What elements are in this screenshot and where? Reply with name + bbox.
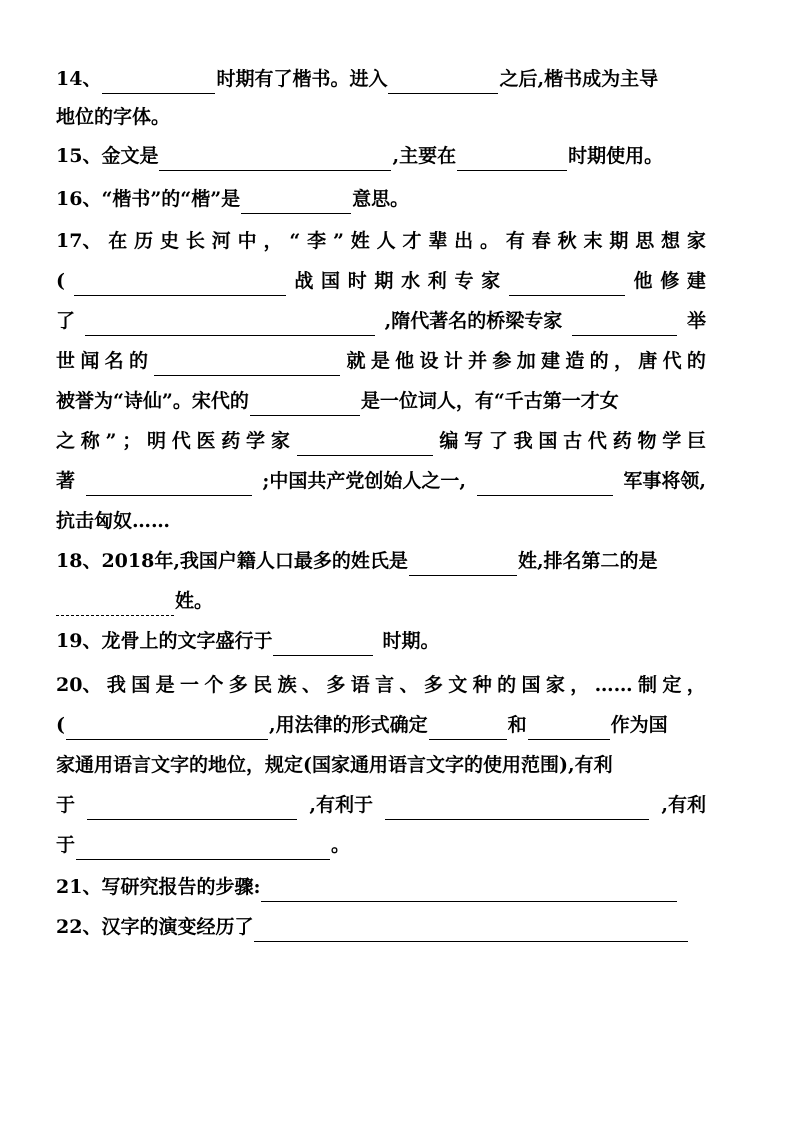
q20-l1-21: …… (594, 674, 633, 696)
q17-l4b-10: 的 (589, 350, 609, 372)
q15-blank2[interactable] (457, 148, 567, 171)
q17-l4b-6: 参 (492, 350, 512, 372)
q17-l4b-11: ， (613, 350, 633, 372)
q17-l1-18: 春 (531, 230, 551, 252)
q17-l6a-9: 家 (270, 430, 290, 452)
q17-l4a-1: 闻 (80, 350, 100, 372)
q17-l4b-3: 设 (419, 350, 439, 372)
q20-l1-5: 个 (204, 674, 224, 696)
q14-text-a: 时期有了楷书。进入 (216, 68, 388, 90)
q14-blank1[interactable] (102, 71, 215, 94)
q17-l8: 抗击匈奴…… (56, 510, 171, 532)
q17-l6a-4: 明 (146, 430, 166, 452)
q16-text-a: 16、“楷书”的“楷”是 (56, 188, 241, 210)
q14-line1 (56, 64, 706, 94)
q15-text-a: ,主要在 (392, 145, 457, 167)
q17-l2b-0: 他 (633, 270, 653, 292)
q14-text-c: 地位的字体。 (56, 106, 171, 128)
q17-l2b-1: 修 (660, 270, 680, 292)
q20-l1-10: 多 (326, 674, 346, 696)
q17-blank8[interactable] (86, 473, 252, 496)
q17-l1-10: ” (332, 230, 344, 252)
q14-number: 14、 (56, 68, 102, 90)
q17-l1-16: 。 (480, 230, 500, 252)
q20-line4 (56, 790, 706, 820)
q17-l2a-7: 家 (481, 270, 501, 292)
q17-l7-a: 著 (56, 470, 76, 492)
q21-blank[interactable] (261, 879, 677, 902)
q17-l2a-4: 水 (401, 270, 421, 292)
q20-line1 (56, 670, 706, 700)
q17-blank3[interactable] (85, 313, 375, 336)
q17-l6b-4: 国 (538, 430, 558, 452)
q22-blank[interactable] (254, 919, 688, 942)
q17-l3-c: 举 (686, 310, 706, 332)
q17-l6a-2: ” (105, 430, 117, 452)
q17-l4b-8: 建 (541, 350, 561, 372)
q20-blank3[interactable] (528, 717, 610, 740)
q17-l4b-1: 是 (370, 350, 390, 372)
q17-l1-14: 辈 (428, 230, 448, 252)
q18-text-a: 18、2018年,我国户籍人口最多的姓氏是 (56, 550, 408, 572)
q15-text-b: 时期使用。 (568, 145, 664, 167)
q17-line3 (56, 306, 706, 336)
q17-l6b-7: 药 (612, 430, 632, 452)
q20-blank4[interactable] (87, 797, 297, 820)
q17-l1-22: 思 (635, 230, 655, 252)
q17-l1-21: 期 (609, 230, 629, 252)
q14-line2 (56, 102, 706, 132)
q17-l1-1: 在 (108, 230, 128, 252)
q16-line (56, 184, 706, 214)
q20-l4-a: 于 (56, 794, 76, 816)
q17-blank1[interactable] (74, 273, 286, 296)
q20-blank5[interactable] (385, 797, 649, 820)
q20-l1-2: 国 (131, 674, 151, 696)
q18-text-c: 姓。 (175, 590, 214, 612)
q17-l1-4: 长 (185, 230, 205, 252)
q17-l3-b: ,隋代著名的桥梁专家 (384, 310, 563, 332)
q17-l1-12: 人 (376, 230, 396, 252)
q18-blank2[interactable] (56, 593, 174, 616)
q17-line4 (56, 346, 706, 376)
q17-line8 (56, 506, 706, 536)
q17-line1 (56, 226, 706, 256)
q20-line2 (56, 710, 706, 740)
q17-l2a-5: 利 (427, 270, 447, 292)
q17-l2a-2: 时 (347, 270, 367, 292)
q20-l1-4: 一 (180, 674, 200, 696)
q17-l7-b: ;中国共产党创始人之一, (262, 470, 466, 492)
q17-l1-20: 末 (583, 230, 603, 252)
q17-line7 (56, 466, 706, 496)
q22-text: 22、汉字的演变经历了 (56, 916, 254, 938)
q20-l1-9: 、 (301, 674, 321, 696)
q17-l4b-13: 代 (662, 350, 682, 372)
q20-l4-c: ,有利 (661, 794, 706, 816)
q17-l4b-2: 他 (395, 350, 415, 372)
q20-l1-18: 国 (521, 674, 541, 696)
q17-l1-9: 李 (307, 230, 327, 252)
q21-line (56, 872, 706, 902)
q20-blank1[interactable] (66, 717, 268, 740)
q17-l4b-0: 就 (346, 350, 366, 372)
q17-l4a-0: 世 (56, 350, 76, 372)
q17-l2a-3: 期 (374, 270, 394, 292)
q17-l1-17: 有 (505, 230, 525, 252)
q19-blank[interactable] (273, 633, 373, 656)
q17-l4a-2: 名 (104, 350, 124, 372)
q20-l1-17: 的 (497, 674, 517, 696)
q14-text-b: 之后,楷书成为主导 (499, 68, 659, 90)
q20-line3 (56, 750, 706, 780)
q20-l1-22: 制 (638, 674, 658, 696)
q17-l6a-3: ； (122, 430, 142, 452)
q20-l1-3: 是 (155, 674, 175, 696)
q17-l1-15: 出 (454, 230, 474, 252)
q19-text-b: 时期。 (382, 630, 440, 652)
q15-line (56, 141, 706, 171)
q17-l4b-4: 计 (443, 350, 463, 372)
q17-l6b-9: 学 (662, 430, 682, 452)
q17-l6b-10: 巨 (686, 430, 706, 452)
q17-l1-0: 17、 (56, 230, 102, 252)
q20-blank6[interactable] (76, 837, 330, 860)
q18-blank1[interactable] (409, 553, 517, 576)
q20-l2-open: ( (56, 714, 65, 736)
q18-line1 (56, 546, 706, 576)
q17-l4b-14: 的 (686, 350, 706, 372)
q17-l4b-9: 造 (565, 350, 585, 372)
q17-l1-19: 秋 (557, 230, 577, 252)
q17-line5 (56, 386, 706, 416)
q17-l1-6: 中 (237, 230, 257, 252)
q20-l1-0: 20、 (56, 674, 102, 696)
q20-l1-19: 家 (545, 674, 565, 696)
q20-line5 (56, 830, 706, 860)
q17-l1-3: 史 (160, 230, 180, 252)
q19-text-a: 19、龙骨上的文字盛行于 (56, 630, 273, 652)
q17-blank7[interactable] (297, 433, 433, 456)
q22-line (56, 912, 706, 942)
q20-l2-b: 和 (507, 714, 527, 736)
q17-l6a-8: 学 (246, 430, 266, 452)
q18-text-b: 姓,排名第二的是 (517, 550, 658, 572)
q17-l6b-6: 代 (587, 430, 607, 452)
q17-blank9[interactable] (477, 473, 613, 496)
q21-text: 21、写研究报告的步骤: (56, 876, 261, 898)
q20-l3: 家通用语言文字的地位，规定(国家通用语言文字的使用范围),有利 (56, 754, 613, 776)
q20-l1-15: 文 (448, 674, 468, 696)
q20-l1-16: 种 (472, 674, 492, 696)
q17-l5-b: 是一位词人，有“千古第一才女 (360, 390, 619, 412)
q17-l6a-7: 药 (221, 430, 241, 452)
q17-l4a-3: 的 (128, 350, 148, 372)
q20-l1-20: ， (570, 674, 590, 696)
q16-blank[interactable] (241, 191, 351, 214)
q17-l2b-2: 建 (686, 270, 706, 292)
q17-l1-24: 家 (686, 230, 706, 252)
q17-l1-8: “ (289, 230, 301, 252)
q17-l1-2: 历 (134, 230, 154, 252)
q20-l2-a: ,用法律的形式确定 (269, 714, 428, 736)
q20-l2-c: 作为国 (610, 714, 668, 736)
q17-l4b-7: 加 (516, 350, 536, 372)
q17-l2a-6: 专 (454, 270, 474, 292)
q19-line (56, 626, 706, 656)
q20-l1-24: ， (686, 674, 706, 696)
q18-line2 (56, 586, 706, 616)
q20-l1-12: 言 (375, 674, 395, 696)
q20-l1-6: 多 (228, 674, 248, 696)
q17-l1-7: ， (263, 230, 283, 252)
q15-text-num: 15、金文是 (56, 145, 159, 167)
q17-line2 (56, 266, 706, 296)
q17-l3-a: 了 (56, 310, 76, 332)
q17-l2-open: ( (56, 270, 65, 292)
q17-l6b-3: 我 (513, 430, 533, 452)
q17-l2a-0: 战 (294, 270, 314, 292)
q17-l6a-0: 之 (56, 430, 76, 452)
q17-line6 (56, 426, 706, 456)
q20-l1-11: 语 (350, 674, 370, 696)
q17-l6a-5: 代 (171, 430, 191, 452)
q17-l6b-1: 写 (464, 430, 484, 452)
q20-l1-1: 我 (106, 674, 126, 696)
q17-l1-13: 才 (402, 230, 422, 252)
q20-l1-14: 多 (423, 674, 443, 696)
q17-l4b-12: 唐 (638, 350, 658, 372)
q20-l1-13: 、 (399, 674, 419, 696)
q20-l1-8: 族 (277, 674, 297, 696)
q17-l6b-0: 编 (439, 430, 459, 452)
q17-blank2[interactable] (509, 273, 625, 296)
q20-l5-b: 。 (331, 834, 351, 856)
q16-text-b: 意思。 (352, 188, 410, 210)
q17-l6b-5: 古 (563, 430, 583, 452)
q20-l1-7: 民 (253, 674, 273, 696)
q17-l1-11: 姓 (350, 230, 370, 252)
q20-l4-b: ,有利于 (309, 794, 373, 816)
q20-l5-a: 于 (56, 834, 76, 856)
q17-l6b-8: 物 (637, 430, 657, 452)
q17-l6a-1: 称 (80, 430, 100, 452)
q15-blank1[interactable] (159, 148, 391, 171)
q17-blank6[interactable] (250, 393, 360, 416)
q17-l1-5: 河 (211, 230, 231, 252)
q17-l7-c: 军事将领, (623, 470, 706, 492)
q17-l2a-1: 国 (321, 270, 341, 292)
q14-blank2[interactable] (388, 71, 498, 94)
q20-blank2[interactable] (429, 717, 507, 740)
q17-l4b-5: 并 (468, 350, 488, 372)
q17-blank5[interactable] (154, 353, 340, 376)
q17-l6a-6: 医 (196, 430, 216, 452)
q20-l1-23: 定 (662, 674, 682, 696)
q17-blank4[interactable] (572, 313, 677, 336)
q17-l6b-2: 了 (488, 430, 508, 452)
q17-l1-23: 想 (661, 230, 681, 252)
q17-l5-a: 被誉为“诗仙”。宋代的 (56, 390, 249, 412)
